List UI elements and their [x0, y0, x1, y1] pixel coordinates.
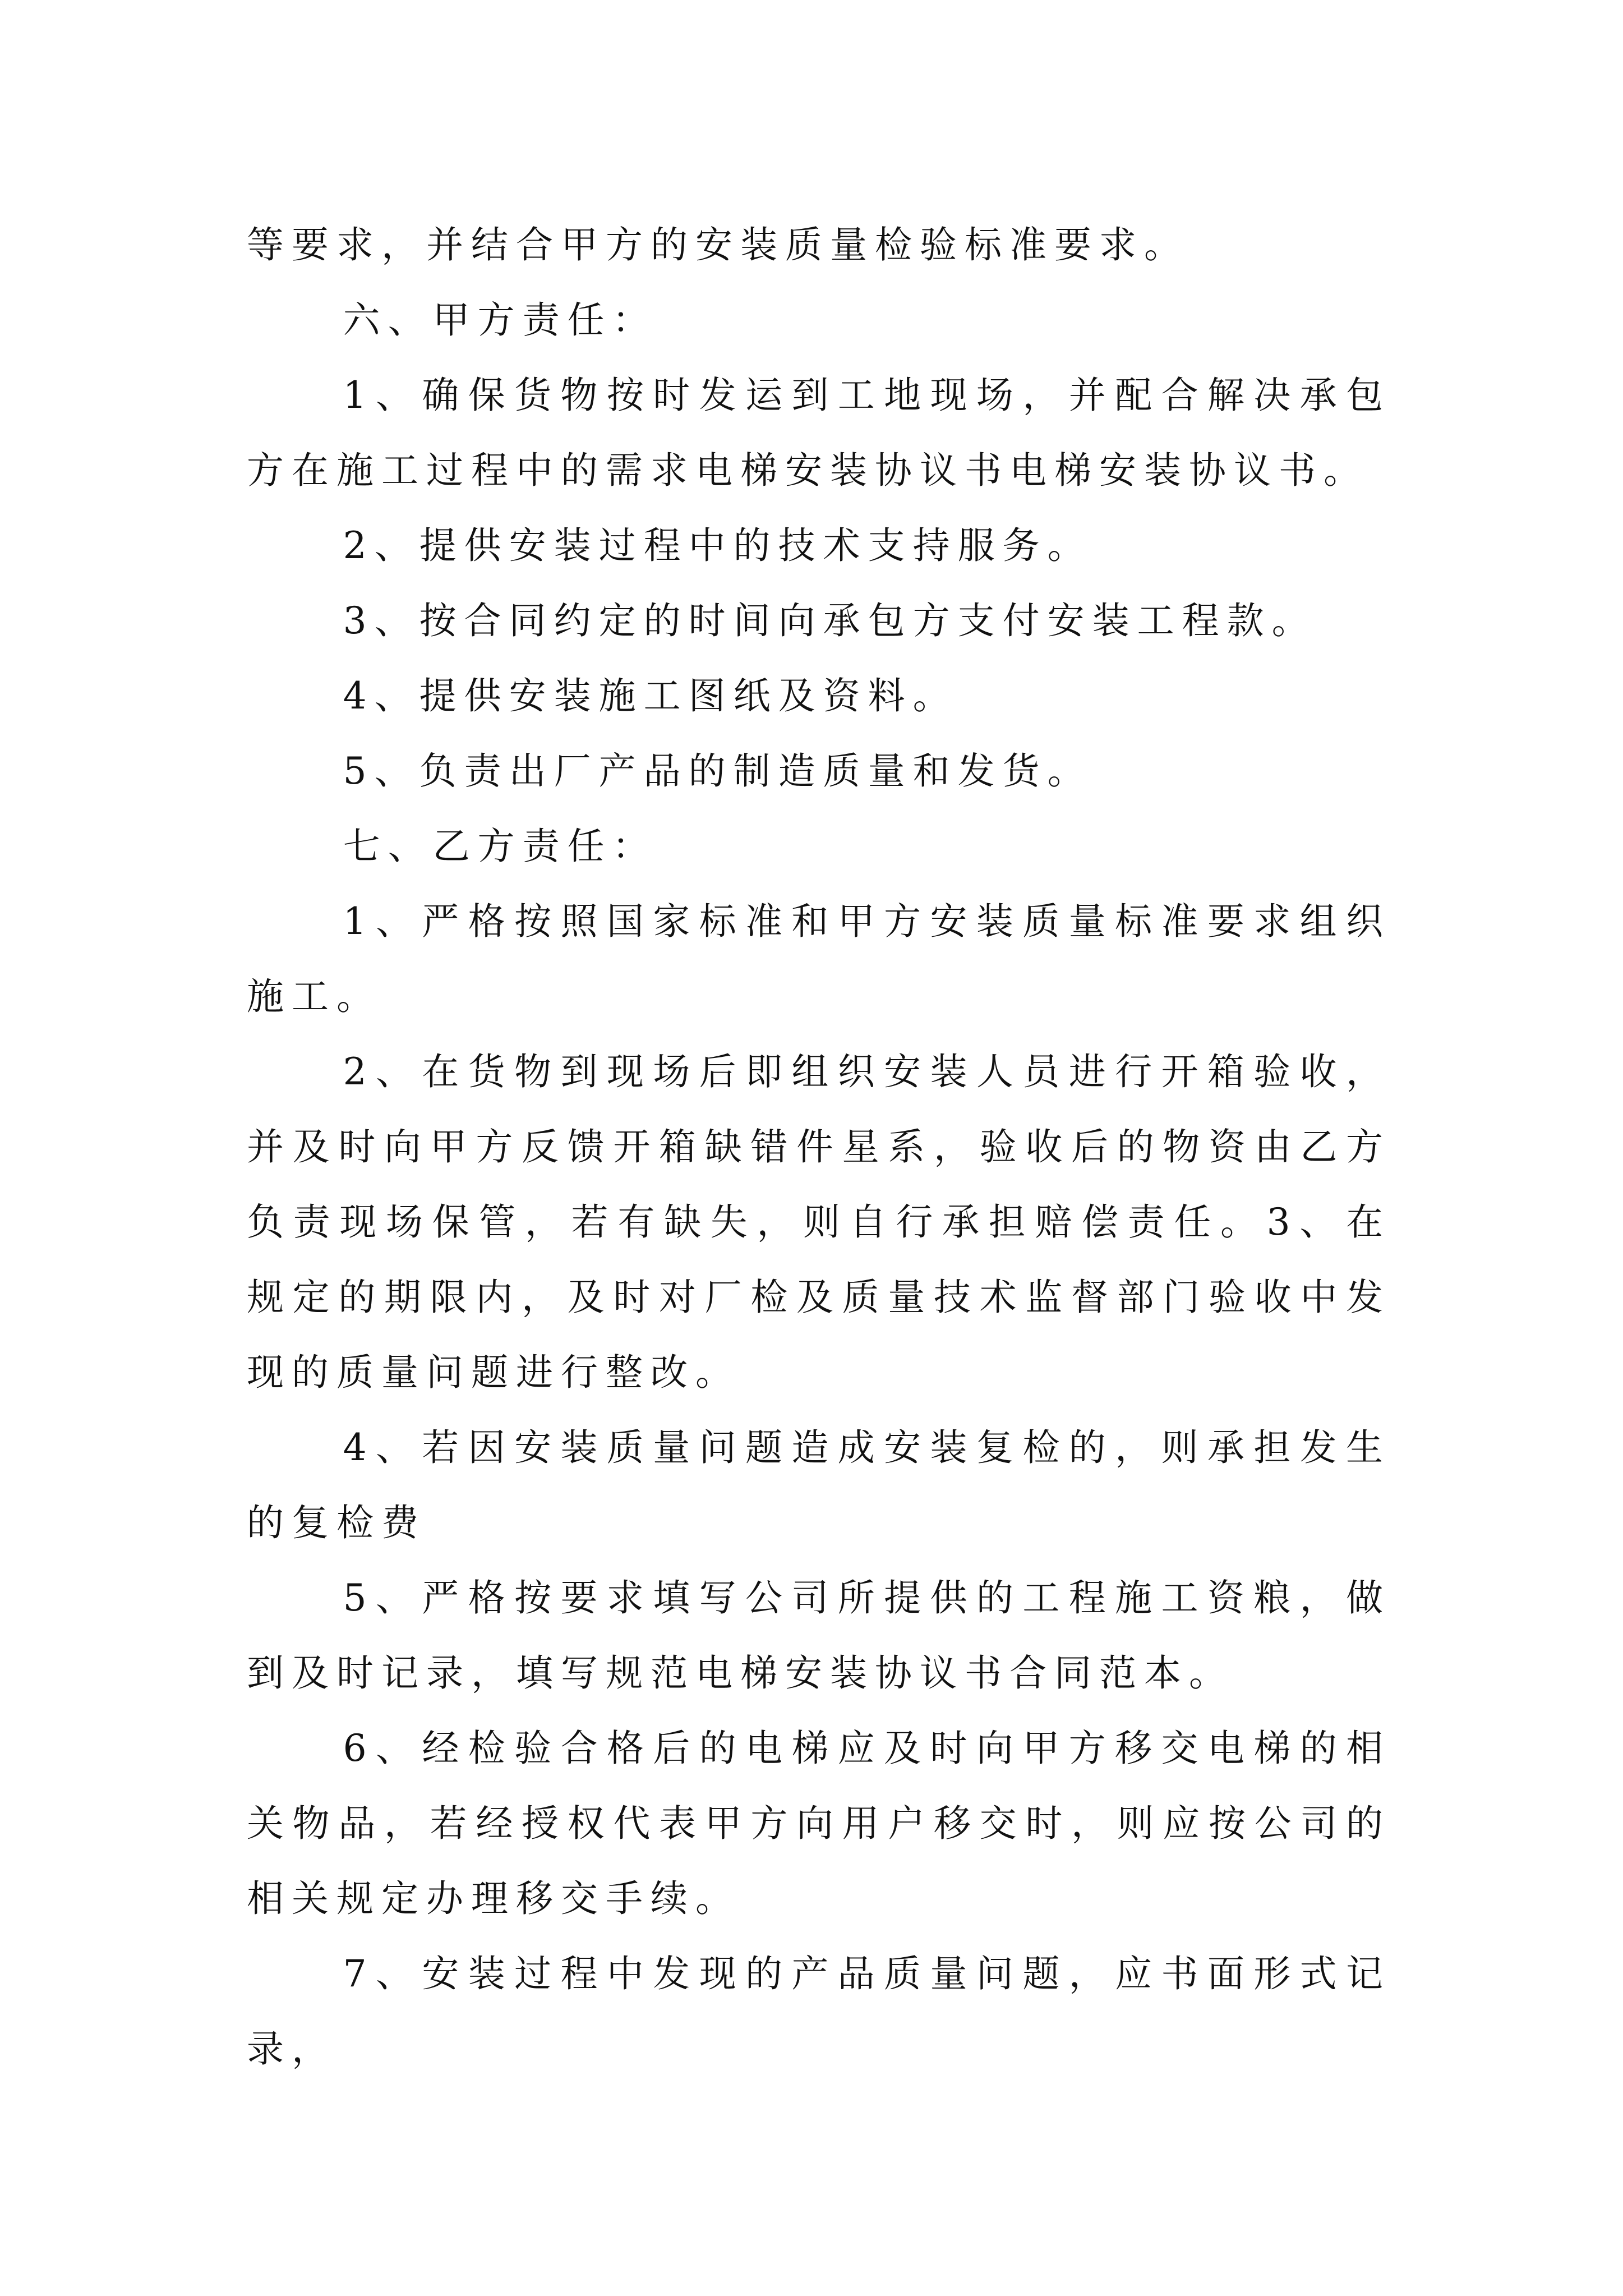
section-heading-party-a: 六、甲方责任：: [343, 298, 657, 342]
paragraph-a1: 1、确保货物按时发运到工地现场，并配合解决承包方在施工过程中的需求电梯安装协议书电梯安装协议书。: [247, 374, 1391, 492]
section-heading-party-b: 七、乙方责任：: [343, 825, 657, 868]
paragraph-a2: 2、提供安装过程中的技术支持服务。: [343, 524, 1092, 567]
paragraph-a5: 5、负责出厂产品的制造质量和发货。: [343, 749, 1092, 793]
paragraph-b7: 7、安装过程中发现的产品质量问题，应书面形式记录，: [247, 1952, 1391, 2070]
paragraph-a4: 4、提供安装施工图纸及资料。: [343, 674, 958, 717]
paragraph-a3: 3、按合同约定的时间向承包方支付安装工程款。: [343, 599, 1317, 642]
paragraph-b6: 6、经检验合格后的电梯应及时向甲方移交电梯的相关物品，若经授权代表甲方向用户移交时，则应按公司的相关规定办理移交手续。: [247, 1727, 1391, 1920]
paragraph-b5: 5、严格按要求填写公司所提供的工程施工资粮，做到及时记录，填写规范电梯安装协议书合同范本。: [247, 1576, 1391, 1695]
document-page: [247, 208, 1391, 2087]
paragraph-b4: 4、若因安装质量问题造成安装复检的，则承担发生的复检费: [247, 1426, 1391, 1544]
paragraph-b2: 2、在货物到现场后即组织安装人员进行开箱验收，并及时向甲方反馈开箱缺错件星系，验收后的物资由乙方负责现场保管，若有缺失，则自行承担赔偿责任。3、在规定的期限内，及时对厂检及质量技术监督部门验收中发现的质量问题进行整改。: [247, 1050, 1391, 1394]
paragraph-continuation: 等要求，并结合甲方的安装质量检验标准要求。: [247, 223, 1189, 266]
paragraph-b1: 1、严格按照国家标准和甲方安装质量标准要求组织施工。: [247, 900, 1391, 1018]
